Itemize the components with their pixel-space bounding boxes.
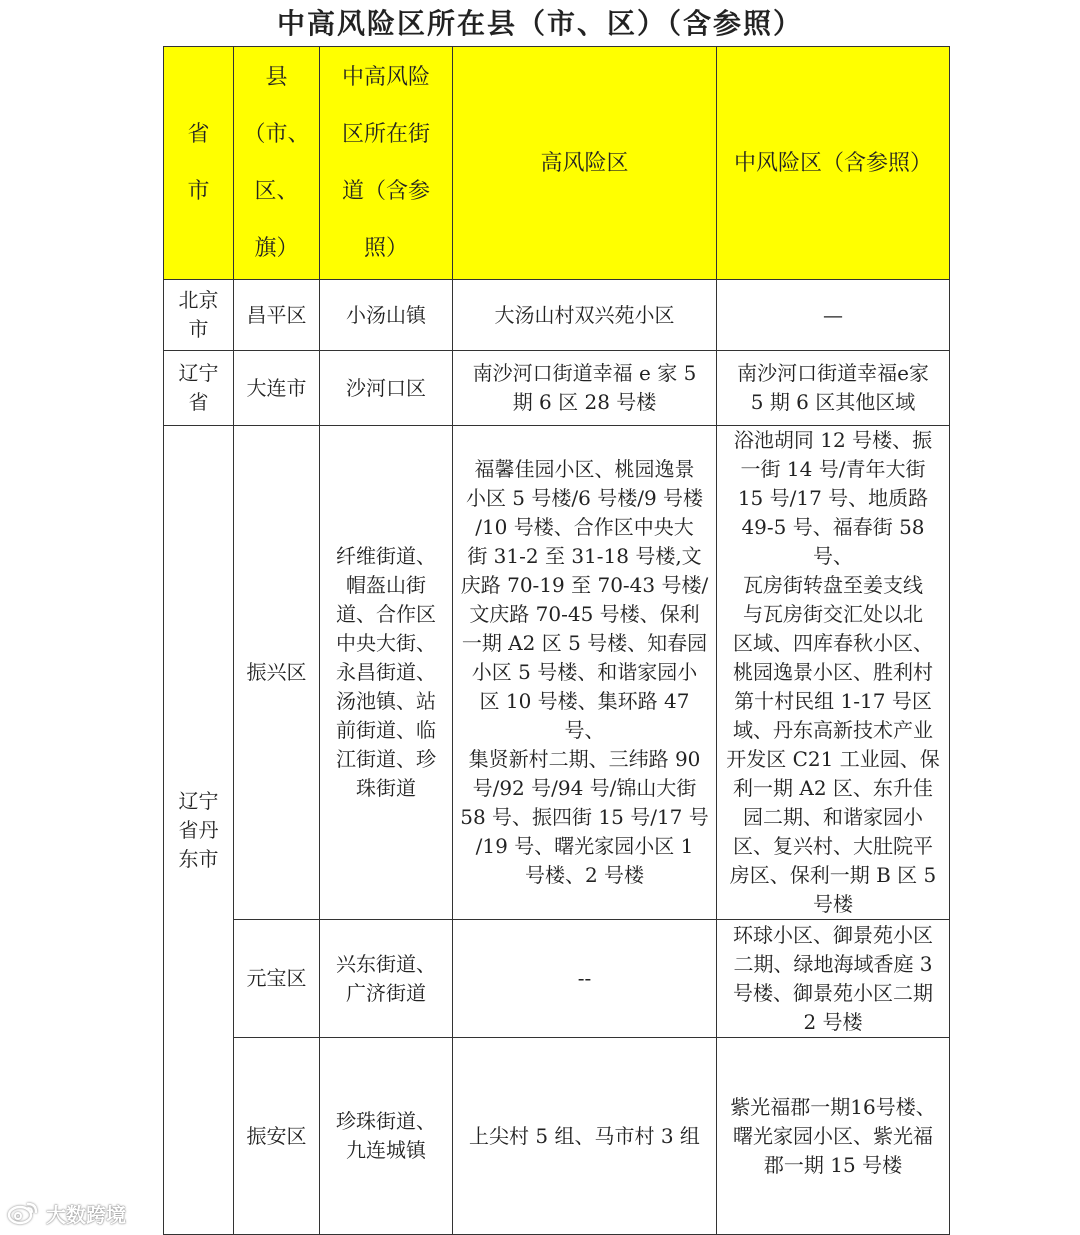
cell-high-risk: 南沙河口街道幸福 e 家 5 期 6 区 28 号楼: [453, 351, 717, 426]
table-row: [164, 351, 950, 426]
header-province: 省 市: [164, 47, 234, 280]
watermark: [6, 1198, 126, 1228]
cell-province: 北京 市: [164, 280, 234, 351]
watermark-text: 大数跨境: [46, 1202, 126, 1227]
cell-county: 大连市: [234, 351, 320, 426]
cell-high-risk: 福馨佳园小区、桃园逸景 小区 5 号楼/6 号楼/9 号楼 /10 号楼、合作区中央大 街 31-2 至 31-18 号楼,文 庆路 70-19 至 70-43 号楼/ 文庆路 70-45 号楼、保利 一期 A2 区 5 号楼、知春园 小区 5 号楼、和谐家园小 区 10 号楼、集环路 47 号、 集贤新村二期、三纬路 90 号/92 号/94 号/锦山大街 58 号、振四街 15 号/17 号 /19 号、曙光家园小区 1 号楼、2 号楼: [453, 426, 717, 920]
header-high-risk: 高风险区: [453, 47, 717, 280]
cell-medium-risk: 紫光福郡一期16号楼、 曙光家园小区、紫光福 郡一期 15 号楼: [717, 1038, 950, 1235]
cell-medium-risk: —: [717, 280, 950, 351]
cell-medium-risk: 环球小区、御景苑小区 二期、绿地海域香庭 3 号楼、御景苑小区二期 2 号楼: [717, 920, 950, 1038]
page-title: 中高风险区所在县（市、区）（含参照）: [276, 7, 803, 40]
header-county: 县 （市、 区、 旗）: [234, 47, 320, 280]
cell-high-risk: 大汤山村双兴苑小区: [453, 280, 717, 351]
table-row: [164, 280, 950, 351]
header-medium-risk: 中风险区（含参照）: [717, 47, 950, 280]
cell-street: 小汤山镇: [320, 280, 453, 351]
cell-province: 辽宁 省: [164, 351, 234, 426]
table-header-row: [164, 47, 950, 280]
cell-county: 元宝区: [234, 920, 320, 1038]
cell-medium-risk: 南沙河口街道幸福e家 5 期 6 区其他区域: [717, 351, 950, 426]
cell-county: 振安区: [234, 1038, 320, 1235]
cell-high-risk: 上尖村 5 组、马市村 3 组: [453, 1038, 717, 1235]
cell-street: 珍珠街道、 九连城镇: [320, 1038, 453, 1235]
cell-street: 沙河口区: [320, 351, 453, 426]
cell-county: 振兴区: [234, 426, 320, 920]
cell-medium-risk: 浴池胡同 12 号楼、振 一街 14 号/青年大街 15 号/17 号、地质路 49-5 号、福春街 58 号、 瓦房街转盘至姜支线 与瓦房街交汇处以北 区域、四库春秋小区、 桃园逸景小区、胜利村 第十村民组 1-17 号区 域、丹东高新技术产业 开发区 C21 工业园、保 利一期 A2 区、东升佳 园二期、和谐家园小 区、复兴村、大肚院平 房区、保利一期 B 区 5 号楼: [717, 426, 950, 920]
cell-high-risk: --: [453, 920, 717, 1038]
cell-county: 昌平区: [234, 280, 320, 351]
table-row: [164, 920, 950, 1038]
cell-street: 兴东街道、 广济街道: [320, 920, 453, 1038]
risk-area-table: [163, 46, 950, 1235]
weibo-style-logo-icon: [6, 1200, 40, 1226]
table-row: [164, 1038, 950, 1235]
cell-province: 辽宁 省丹 东市: [164, 426, 234, 1235]
header-street: 中高风险 区所在街 道（含参 照）: [320, 47, 453, 280]
table-row: [164, 426, 950, 920]
cell-street: 纤维街道、 帽盔山街 道、合作区 中央大街、 永昌街道、 汤池镇、站 前街道、临 江街道、珍 珠街道: [320, 426, 453, 920]
